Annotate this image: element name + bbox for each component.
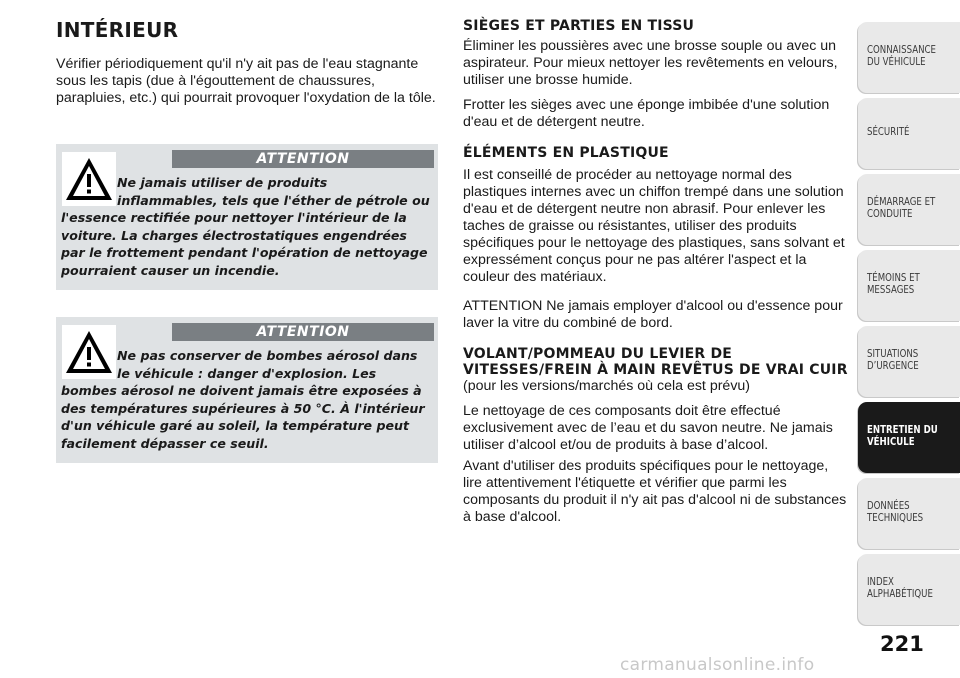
tab-label: DONNÉES TECHNIQUES xyxy=(867,500,924,524)
warning-box-aerosol xyxy=(56,317,438,463)
tab-label: ENTRETIEN DU VÉHICULE xyxy=(867,424,938,448)
paragraph-seats-2: Frotter les sièges avec une éponge imbibée d'une solution d'eau et de détergent neutre. xyxy=(463,97,830,130)
tab-situations-durgence[interactable] xyxy=(858,326,960,397)
tab-index-alphabetique[interactable] xyxy=(858,554,960,625)
tab-demarrage-et-conduite[interactable] xyxy=(858,174,960,245)
warning-title: ATTENTION xyxy=(172,150,434,168)
warning-box-flammable xyxy=(56,144,438,290)
warning-text: Ne pas conserver de bombes aérosol dans le véhicule : danger d'explosion. Les bombes aérosol ne doivent jamais être exposées à des températures supérieures à 50 °C. À l'intérieur d'un véhicule garé au soleil, la température peut facilement dépasser ce seuil. xyxy=(61,348,425,451)
tab-securite[interactable] xyxy=(858,98,960,169)
tab-label: CONNAISSANCE DU VÉHICULE xyxy=(867,44,936,68)
tab-label: DÉMARRAGE ET CONDUITE xyxy=(867,196,936,220)
page-number: 221 xyxy=(880,632,924,656)
paragraph-attention: ATTENTION Ne jamais employer d'alcool ou d'essence pour laver la vitre du combiné de bord. xyxy=(463,298,843,331)
heading-steering: VOLANT/POMMEAU DU LEVIER DE VITESSES/FREIN À MAIN REVÊTUS DE VRAI CUIR xyxy=(463,346,848,378)
left-column xyxy=(56,18,440,115)
heading-plastic: ÉLÉMENTS EN PLASTIQUE xyxy=(463,145,669,161)
paragraph-steering-note: (pour les versions/marchés où cela est prévu) xyxy=(463,378,751,394)
tab-entretien-du-vehicule[interactable] xyxy=(858,402,960,473)
watermark: carmanualsonline.info xyxy=(620,655,815,675)
right-column xyxy=(463,18,848,534)
section-title: INTÉRIEUR xyxy=(56,18,179,42)
paragraph-plastic: Il est conseillé de procéder au nettoyage normal des plastiques internes avec un chiffon trempé dans une solution d'eau et de détergent neutre non abrasif. Pour enlever les taches de graisse ou résistantes, utiliser des produits spécifiques pour le nettoyage des plastiques, sans solvant et expressément conçus pour ne pas altérer l'aspect et la couleur des matériaux. xyxy=(463,167,845,285)
paragraph-steering-1: Le nettoyage de ces composants doit être effectué exclusivement avec de l’eau et du savon neutre. Ne jamais utiliser d’alcool et/ou de produits à base d’alcool. xyxy=(463,403,833,453)
warning-text: Ne jamais utiliser de produits inflammables, tels que l'éther de pétrole ou l'essence rectifiée pour nettoyer l'intérieur de la voiture. La charges électrostatiques engendrées par le frottement pendant l'opération de nettoyage pourraient causer un incendie. xyxy=(61,175,430,278)
tab-connaissance-du-vehicule[interactable] xyxy=(858,22,960,93)
tab-label: SÉCURITÉ xyxy=(867,126,910,138)
tab-label: SITUATIONS D’URGENCE xyxy=(867,348,919,372)
tab-label: INDEX ALPHABÉTIQUE xyxy=(867,576,933,600)
tab-donnees-techniques[interactable] xyxy=(858,478,960,549)
warning-title: ATTENTION xyxy=(172,323,434,341)
tab-temoins-et-messages[interactable] xyxy=(858,250,960,321)
intro-paragraph: Vérifier périodiquement qu'il n'y ait pas de l'eau stagnante sous les tapis (due à l'égouttement de chaussures, parapluies, etc.) qui pourrait provoquer l'oxydation de la tôle. xyxy=(56,56,436,106)
paragraph-seats-1: Éliminer les poussières avec une brosse souple ou avec un aspirateur. Pour mieux nettoyer les revêtements en velours, utiliser une brosse humide. xyxy=(463,38,838,88)
heading-seats: SIÈGES ET PARTIES EN TISSU xyxy=(463,18,695,34)
paragraph-steering-2: Avant d'utiliser des produits spécifiques pour le nettoyage, lire attentivement l'étiquette et vérifier que parmi les composants du produit il n'y ait pas d'alcool ni de substances à base d'alcool. xyxy=(463,458,847,525)
tab-label: TÉMOINS ET MESSAGES xyxy=(867,272,920,296)
